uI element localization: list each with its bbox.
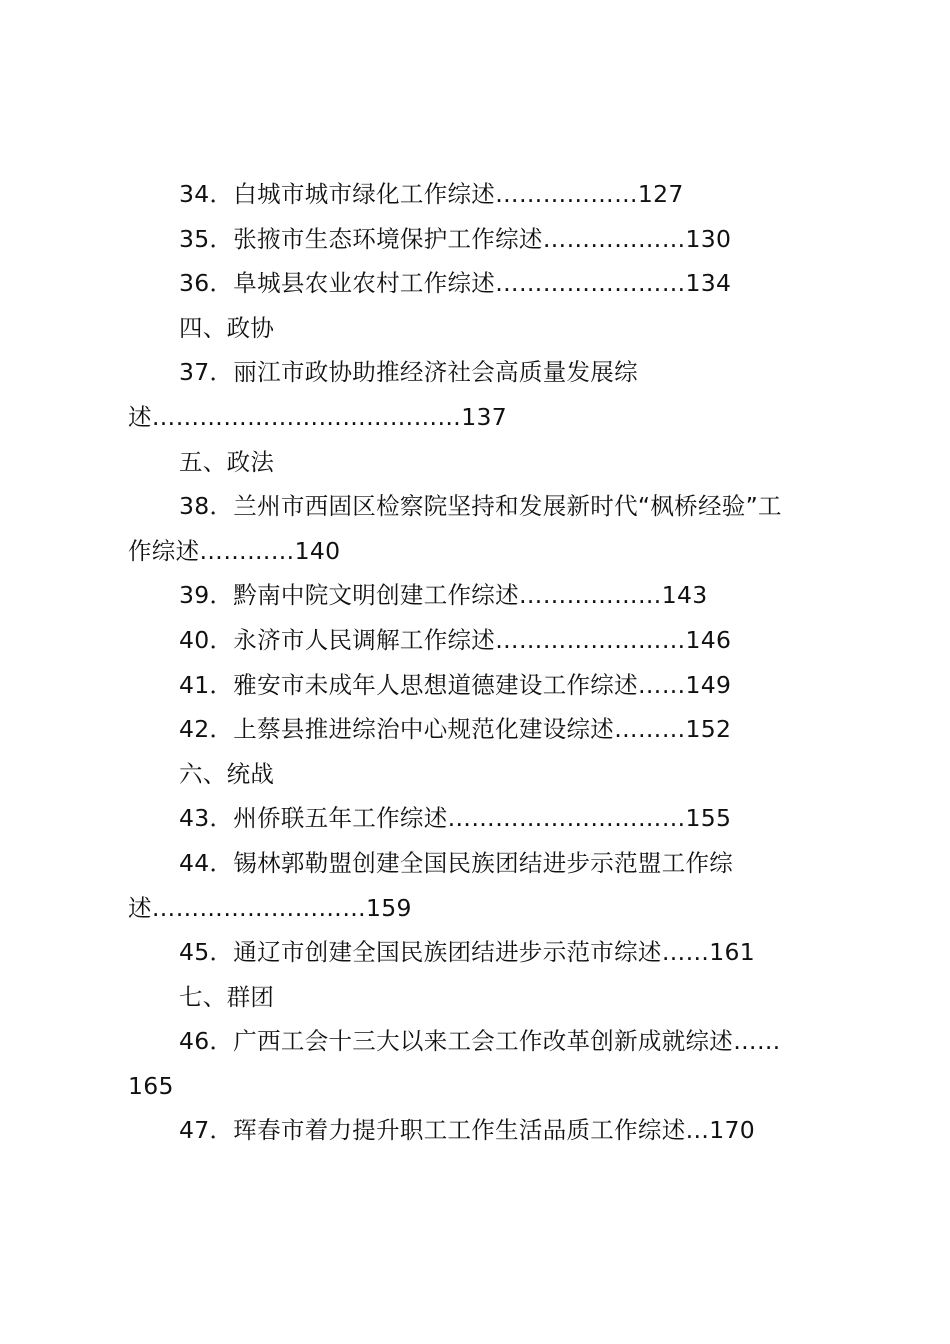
toc-entry: 42．上蔡县推进综治中心规范化建设综述………152 bbox=[179, 715, 732, 744]
toc-entry: 44．锡林郭勒盟创建全国民族团结进步示范盟工作综 bbox=[179, 848, 734, 877]
toc-section-heading: 七、群团 bbox=[179, 982, 275, 1011]
toc-entry: 43．州侨联五年工作综述…………………………155 bbox=[179, 804, 732, 833]
toc-entry: 37．丽江市政协助推经济社会高质量发展综 bbox=[179, 358, 638, 387]
toc-section-heading: 四、政协 bbox=[179, 313, 275, 342]
toc-entry: 35．张掖市生态环境保护工作综述………………130 bbox=[179, 224, 732, 253]
toc-entry: 40．永济市人民调解工作综述……………………146 bbox=[179, 625, 732, 654]
toc-entry: 45．通辽市创建全国民族团结进步示范市综述……161 bbox=[179, 938, 756, 967]
toc-entry-continuation: 述………………………159 bbox=[128, 893, 412, 922]
toc-entry: 34．白城市城市绿化工作综述………………127 bbox=[179, 180, 684, 208]
toc-entry: 47．珲春市着力提升职工工作生活品质工作综述…170 bbox=[179, 1116, 756, 1145]
toc-entry: 41．雅安市未成年人思想道德建设工作综述……149 bbox=[179, 670, 732, 699]
toc-entry: 36．阜城县农业农村工作综述……………………134 bbox=[179, 269, 732, 298]
toc-entry: 39．黔南中院文明创建工作综述………………143 bbox=[179, 581, 708, 610]
table-of-contents bbox=[128, 172, 828, 1153]
toc-entry-continuation: 作综述…………140 bbox=[128, 536, 341, 565]
toc-section-heading: 五、政法 bbox=[179, 447, 275, 476]
toc-entry: 38．兰州市西固区检察院坚持和发展新时代“枫桥经验”工 bbox=[179, 492, 782, 521]
toc-entry: 46．广西工会十三大以来工会工作改革创新成就综述…… bbox=[179, 1027, 781, 1056]
toc-entry-continuation: 述…………………………………137 bbox=[128, 402, 507, 431]
toc-section-heading: 六、统战 bbox=[179, 759, 275, 788]
toc-entry-continuation: 165 bbox=[128, 1071, 174, 1100]
